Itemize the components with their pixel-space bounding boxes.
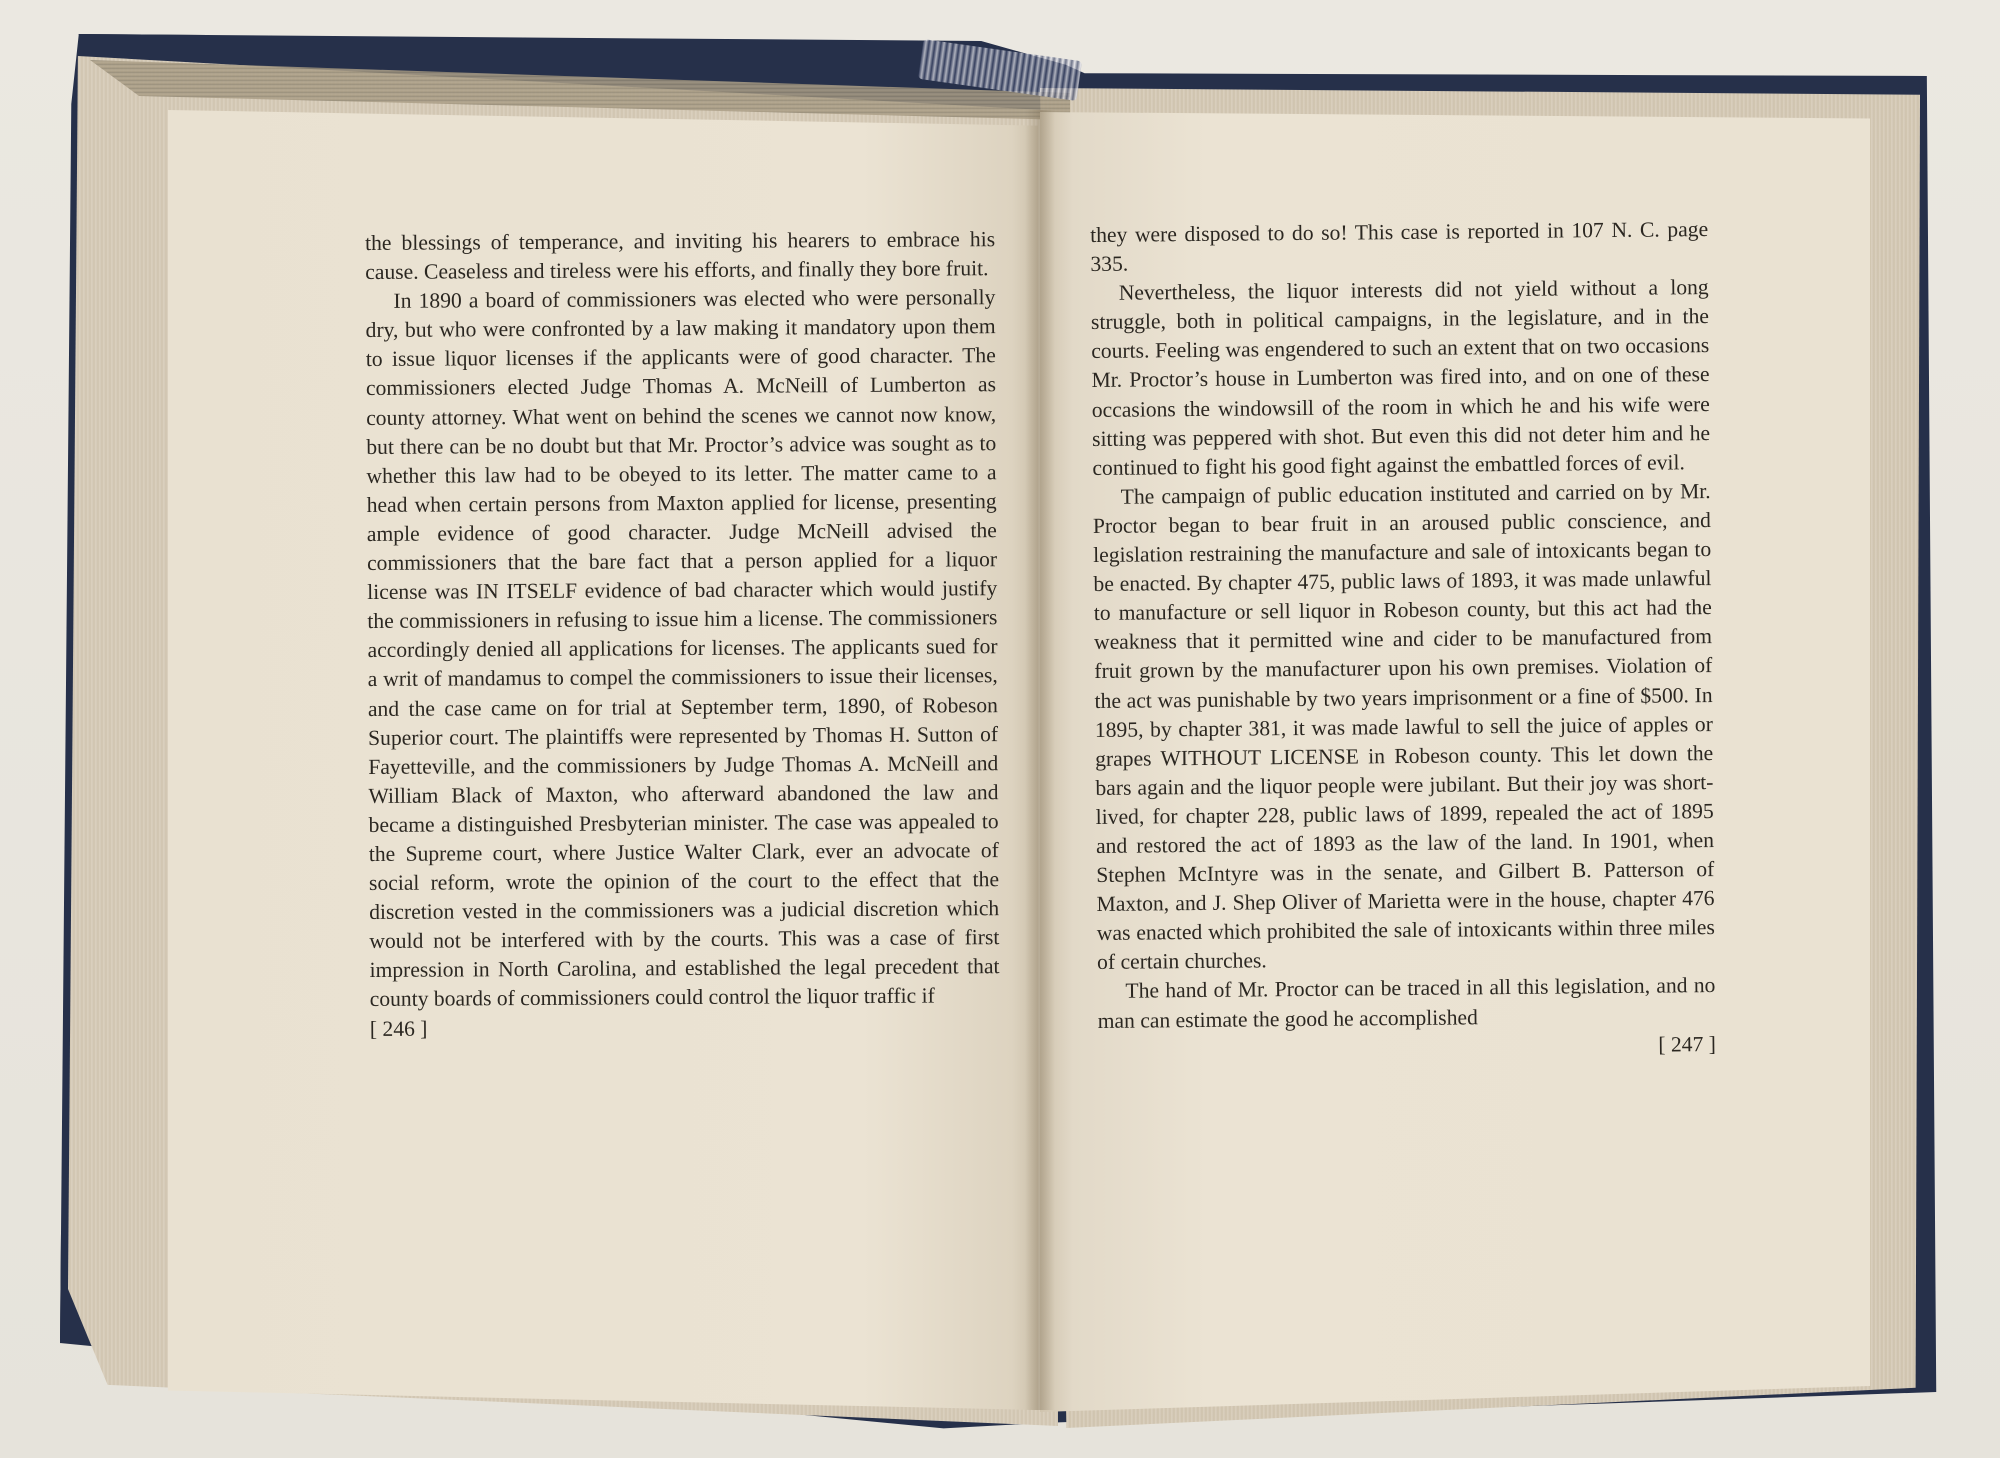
right-page-text	[1090, 215, 1716, 1065]
right-paragraph-1: they were disposed to do so! This case is reported in 107 N. C. page 335.	[1090, 217, 1709, 277]
left-page-text	[365, 225, 1000, 1043]
right-paragraph-4: The hand of Mr. Proctor can be traced in all this legislation, and no man can estimate the good he accomplished	[1097, 973, 1716, 1033]
page-number-left: [ 246 ]	[369, 1016, 428, 1041]
page-number-right: [ 247 ]	[1658, 1031, 1717, 1057]
gutter-shadow	[1025, 110, 1055, 1410]
right-paragraph-3: The campaign of public education instituted and carried on by Mr. Proctor began to bear fruit in an aroused public conscience, and legislation restraining the manufacture and sale of intoxicants began to be enacted. By chapter 475, public laws of 1893, it was made unlawful to manufacture or sell liquor in Robeson county, but this act had the weakness that it permitted wine and cider to be manufactured from fruit grown by the manufacturer upon his own premises. Violation of the act was punishable by two years imprisonment or a fine of $500. In 1895, by chapter 381, it was made lawful to sell the juice of apples or grapes WITHOUT LICENSE in Robeson county. This let down the bars again and the liquor people were jubilant. But their joy was short-lived, for chapter 228, public laws of 1899, repealed the act of 1895 and restored the act of 1893 as the law of the land. In 1901, when Stephen McIntyre was in the senate, and Gilbert B. Patterson of Maxton, and J. Shep Oliver of Marietta were in the house, chapter 476 was enacted which prohibited the sale of intoxicants within three miles of certain churches.	[1092, 478, 1715, 975]
left-paragraph-1: the blessings of temperance, and inviting his hearers to embrace his cause. Ceaseless and tireless were his efforts, and finally they bore fruit.	[365, 227, 996, 285]
right-paragraph-2: Nevertheless, the liquor interests did not yield without a long struggle, both in political campaigns, in the legislature, and in the courts. Feeling was engendered to such an extent that on two occasions Mr. Proctor’s house in Lumberton was fired into, and on one of these occasions the windowsill of the room in which he and his wife were sitting was peppered with shot. But even this did not deter him and he continued to fight his good fight against the embattled forces of evil.	[1090, 275, 1711, 480]
left-paragraph-2: In 1890 a board of commissioners was elected who were personally dry, but who were confronted by a law making it mandatory upon them to issue liquor licenses if the applicants were of good character. The commissioners elected Judge Thomas A. McNeill of Lumberton as county attorney. What went on behind the scenes we cannot now know, but there can be no doubt but that Mr. Proctor’s advice was sought as to whether this law had to be obeyed to its letter. The matter came to a head when certain persons from Maxton applied for license, presenting ample evidence of good character. Judge McNeill advised the commissioners that the bare fact that a person applied for a liquor license was IN ITSELF evidence of bad character which would justify the commissioners in refusing to issue him a license. The commissioners accordingly denied all applications for licenses. The applicants sued for a writ of mandamus to compel the commissioners to issue their licenses, and the case came on for trial at September term, 1890, of Robeson Superior court. The plaintiffs were represented by Thomas H. Sutton of Fayetteville, and the commissioners by Judge Thomas A. McNeill and William Black of Maxton, who afterward abandoned the law and became a distinguished Presbyterian minister. The case was appealed to the Supreme court, where Justice Walter Clark, ever an advocate of social reform, wrote the opinion of the court to the effect that the discretion vested in the commissioners was a judicial discretion which would not be interfered with by the courts. This was a case of first impression in North Carolina, and established the legal precedent that county boards of commissioners could control the liquor traffic if	[365, 285, 1000, 1012]
